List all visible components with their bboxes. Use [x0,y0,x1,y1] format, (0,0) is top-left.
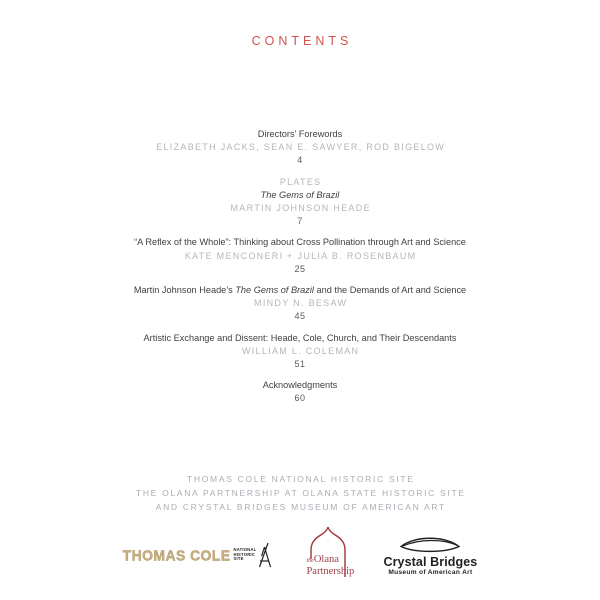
toc-entry [0,236,600,276]
olana-name2: Partnership [306,565,355,577]
toc-entry [0,332,600,372]
entry-page-number: 7 [297,216,303,227]
olana-partnership-logo [299,526,357,584]
thomas-cole-subtext: NATIONAL HISTORIC SITE [233,546,257,562]
entry-authors: MINDY N. BESAW [254,298,348,309]
table-of-contents [0,128,600,414]
entry-authors: WILLIAM L. COLEMAN [241,345,360,356]
entry-title: Acknowledgments [262,380,338,391]
partner-logos [0,524,600,586]
credit-line: AND CRYSTAL BRIDGES MUSEUM OF AMERICAN ART [155,502,446,512]
toc-entry [0,379,600,405]
entry-authors: ELIZABETH JACKS, SEAN E. SAWYER, ROD BIGELOW [156,142,446,153]
credit-line: THE OLANA PARTNERSHIP AT OLANA STATE HISTORIC SITE [135,488,466,498]
entry-section-label: PLATES [279,176,322,187]
olana-name: Olana [313,554,339,565]
entry-title: “A Reflex of the Whole”: Thinking about Cross Pollination through Art and Science [134,237,466,248]
entry-title: The Gems of Brazil [260,189,340,200]
easel-icon [255,542,273,568]
entry-page-number: 60 [294,393,306,404]
organizer-credits [0,472,600,514]
entry-page-number: 51 [294,359,306,370]
crystal-bridges-logo [383,533,477,576]
entry-page-number: 45 [294,311,306,322]
crystal-bridges-wordmark: Crystal Bridges [383,555,478,570]
entry-title: Martin Johnson Heade’s The Gems of Brazil and the Demands of Art and Science [133,285,467,296]
page-title: CONTENTS [251,34,353,48]
entry-authors: KATE MENCONERI + JULIA B. ROSENBAUM [184,250,417,261]
bridge-lens-icon [399,533,461,556]
credit-line: THOMAS COLE NATIONAL HISTORIC SITE [187,474,415,484]
entry-title: Artistic Exchange and Dissent: Heade, Cole, Church, and Their Descendants [143,332,457,343]
toc-entry [0,284,600,324]
entry-authors: MARTIN JOHNSON HEADE [230,203,371,214]
crystal-bridges-subtext: Museum of American Art [388,568,473,576]
entry-page-number: 25 [294,263,306,274]
entry-title: Directors’ Forewords [257,129,343,139]
olana-prefix: the [306,558,314,564]
entry-page-number: 4 [297,155,303,166]
toc-entry [0,176,600,229]
thomas-cole-wordmark: THOMAS COLE [122,546,231,564]
toc-entry [0,128,600,168]
thomas-cole-logo [123,542,274,568]
olana-wordmark [306,555,354,577]
